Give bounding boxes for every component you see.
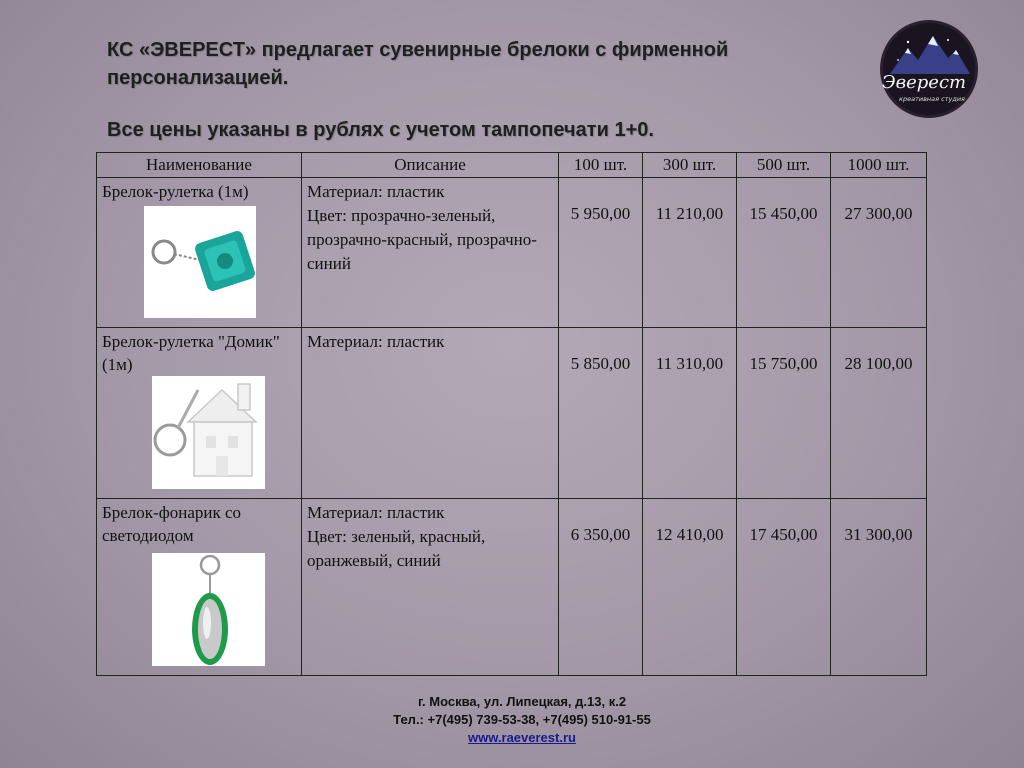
column-header-description: Описание <box>302 153 559 178</box>
description-text: Материал: пластик Цвет: зеленый, красный, оранжевый, синий <box>307 503 486 570</box>
product-cell <box>97 178 302 328</box>
price-cell: 27 300,00 <box>831 178 927 328</box>
product-name: Брелок-рулетка "Домик" (1м) <box>102 332 280 374</box>
product-name: Брелок-фонарик со светодиодом <box>102 503 242 545</box>
price-cell: 15 450,00 <box>737 178 831 328</box>
price-cell: 17 450,00 <box>737 499 831 676</box>
footer-phone: Тел.: +7(495) 739-53-38, +7(495) 510-91-55 <box>393 712 651 727</box>
product-description <box>302 499 559 676</box>
product-description <box>302 328 559 499</box>
product-name: Брелок-рулетка (1м) <box>102 182 249 201</box>
price-cell: 11 310,00 <box>643 328 737 499</box>
column-header-500: 500 шт. <box>737 153 831 178</box>
product-description <box>302 178 559 328</box>
price-cell: 5 850,00 <box>559 328 643 499</box>
price-cell: 11 210,00 <box>643 178 737 328</box>
price-cell: 15 750,00 <box>737 328 831 499</box>
tape-measure-keychain-icon <box>144 206 256 318</box>
table-row <box>97 178 927 328</box>
description-text: Материал: пластик Цвет: прозрачно-зеленый, прозрачно-красный, прозрачно-синий <box>307 182 537 273</box>
footer-address: г. Москва, ул. Липецкая, д.13, к.2 <box>417 694 627 709</box>
page-title: КС «ЭВЕРЕСТ» предлагает сувенирные брелоки с фирменной персонализацией. <box>107 39 729 89</box>
column-header-300: 300 шт. <box>643 153 737 178</box>
column-header-100: 100 шт. <box>559 153 643 178</box>
led-flashlight-keychain-icon <box>152 553 265 666</box>
footer-website-wrap <box>0 729 1024 747</box>
table-header-row <box>97 153 927 178</box>
everest-logo-icon <box>878 18 980 120</box>
product-cell <box>97 328 302 499</box>
price-cell: 12 410,00 <box>643 499 737 676</box>
column-header-1000: 1000 шт. <box>831 153 927 178</box>
price-table <box>96 152 927 676</box>
website-link[interactable]: www.raeverest.ru <box>468 730 576 745</box>
column-header-name: Наименование <box>97 153 302 178</box>
logo-text: Эверест <box>881 72 967 93</box>
logo-tagline: креативная студия <box>899 95 965 103</box>
table-row <box>97 328 927 499</box>
price-note: Все цены указаны в рублях с учетом тампопечати 1+0. <box>107 119 654 141</box>
description-text: Материал: пластик <box>307 332 445 351</box>
price-cell: 31 300,00 <box>831 499 927 676</box>
table-row <box>97 499 927 676</box>
price-cell: 5 950,00 <box>559 178 643 328</box>
price-cell: 6 350,00 <box>559 499 643 676</box>
price-cell: 28 100,00 <box>831 328 927 499</box>
product-cell <box>97 499 302 676</box>
house-keychain-icon <box>152 376 265 489</box>
